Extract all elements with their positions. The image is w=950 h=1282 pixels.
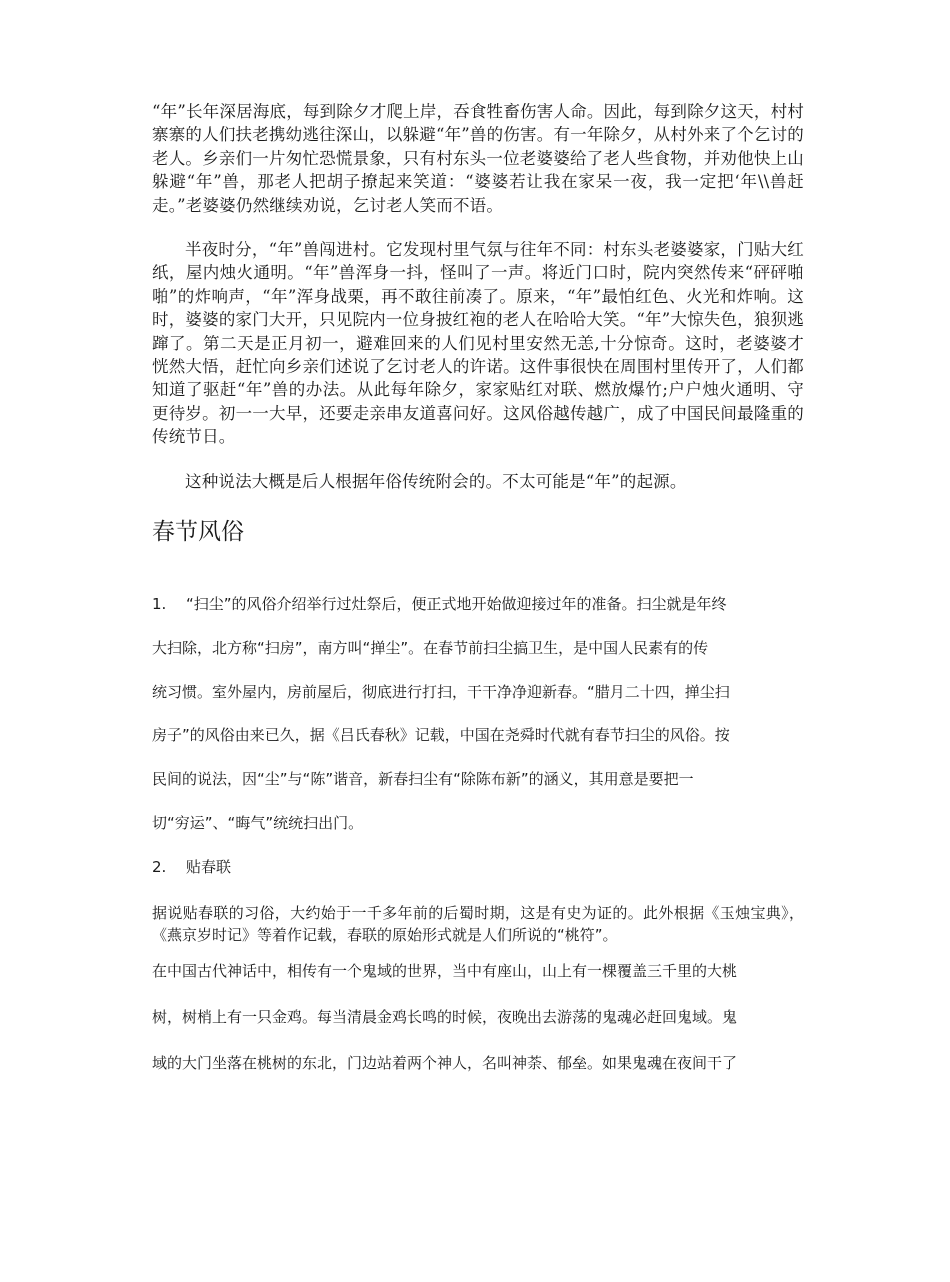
legend-paragraph-3: 这种说法大概是后人根据年俗传统附会的。不太可能是“年”的起源。 [185,471,687,491]
section-heading: 春节风俗 [152,519,244,546]
couplets-line-2: 树，树梢上有一只金鸡。每当清晨金鸡长鸣的时候，夜晚出去游荡的鬼魂必赶回鬼域。鬼 [152,1007,738,1026]
couplets-paragraph-1: 据说贴春联的习俗，大约始于一千多年前的后蜀时期，这是有史为证的。此外根据《玉烛宝典》，《燕京岁时记》等着作记载，春联的原始形式就是人们所说的“桃符”。 [152,903,804,945]
list-item-1-line-2: 大扫除，北方称“扫房”，南方叫“掸尘”。在春节前扫尘搞卫生，是中国人民素有的传 [152,638,709,657]
couplets-line-1: 在中国古代神话中，相传有一个鬼域的世界，当中有座山，山上有一棵覆盖三千里的大桃 [152,961,738,980]
legend-paragraph-1: “年”长年深居海底，每到除夕才爬上岸，吞食牲畜伤害人命。因此，每到除夕这天，村村寨寨的人们扶老携幼逃往深山，以躲避“年”兽的伤害。有一年除夕，从村外来了个乞讨的老人。乡亲们一片匆忙恐慌景象，只有村东头一位老婆婆给了老人些食物，并劝他快上山躲避“年”兽，那老人把胡子撩起来笑道：“婆婆若让我在家呆一夜，我一定把‘年\\兽赶走。”老婆婆仍然继续劝说，乞讨老人笑而不语。 [152,102,804,215]
list-item-1-line-1 [152,583,804,627]
list-item-1-text-1: “扫尘”的风俗介绍举行过灶祭后，便正式地开始做迎接过年的准备。扫尘就是年终 [186,595,727,614]
list-item-1-line-5: 民间的说法，因“尘”与“陈”谐音，新春扫尘有“除陈布新”的涵义，其用意是要把一 [152,770,694,789]
list-item-2-title: 贴春联 [186,857,232,876]
document-page [152,100,804,1086]
list-item-2 [152,846,804,890]
list-item-1-line-3: 统习惯。室外屋内，房前屋后，彻底进行打扫，干干净净迎新春。“腊月二十四，掸尘扫 [152,682,730,701]
customs-list [152,583,804,890]
couplets-line-3: 域的大门坐落在桃树的东北，门边站着两个神人，名叫神荼、郁垒。如果鬼魂在夜间干了 [152,1054,738,1073]
list-number-2: 2. [152,857,167,876]
list-number-1: 1. [152,595,167,614]
list-item-1-line-4: 房子”的风俗由来已久，据《吕氏春秋》记载，中国在尧舜时代就有春节扫尘的风俗。按 [152,726,730,745]
list-item-1-line-6: 切“穷运”、“晦气”统统扫出门。 [152,814,364,833]
legend-paragraph-2: 半夜时分，“年”兽闯进村。它发现村里气氛与往年不同：村东头老婆婆家，门贴大红纸，屋内烛火通明。“年”兽浑身一抖，怪叫了一声。将近门口时，院内突然传来“砰砰啪啪”的炸响声，“年”浑身战栗，再不敢往前凑了。原来，“年”最怕红色、火光和炸响。这时，婆婆的家门大开，只见院内一位身披红袍的老人在哈哈大笑。“年”大惊失色，狼狈逃蹿了。第二天是正月初一，避难回来的人们见村里安然无恙,十分惊奇。这时，老婆婆才恍然大悟，赶忙向乡亲们述说了乞讨老人的许诺。这件事很快在周围村里传开了，人们都知道了驱赶“年”兽的办法。从此每年除夕，家家贴红对联、燃放爆竹;户户烛火通明、守更待岁。初一一大早，还要走亲串友道喜问好。这风俗越传越广，成了中国民间最隆重的传统节日。 [152,240,804,447]
